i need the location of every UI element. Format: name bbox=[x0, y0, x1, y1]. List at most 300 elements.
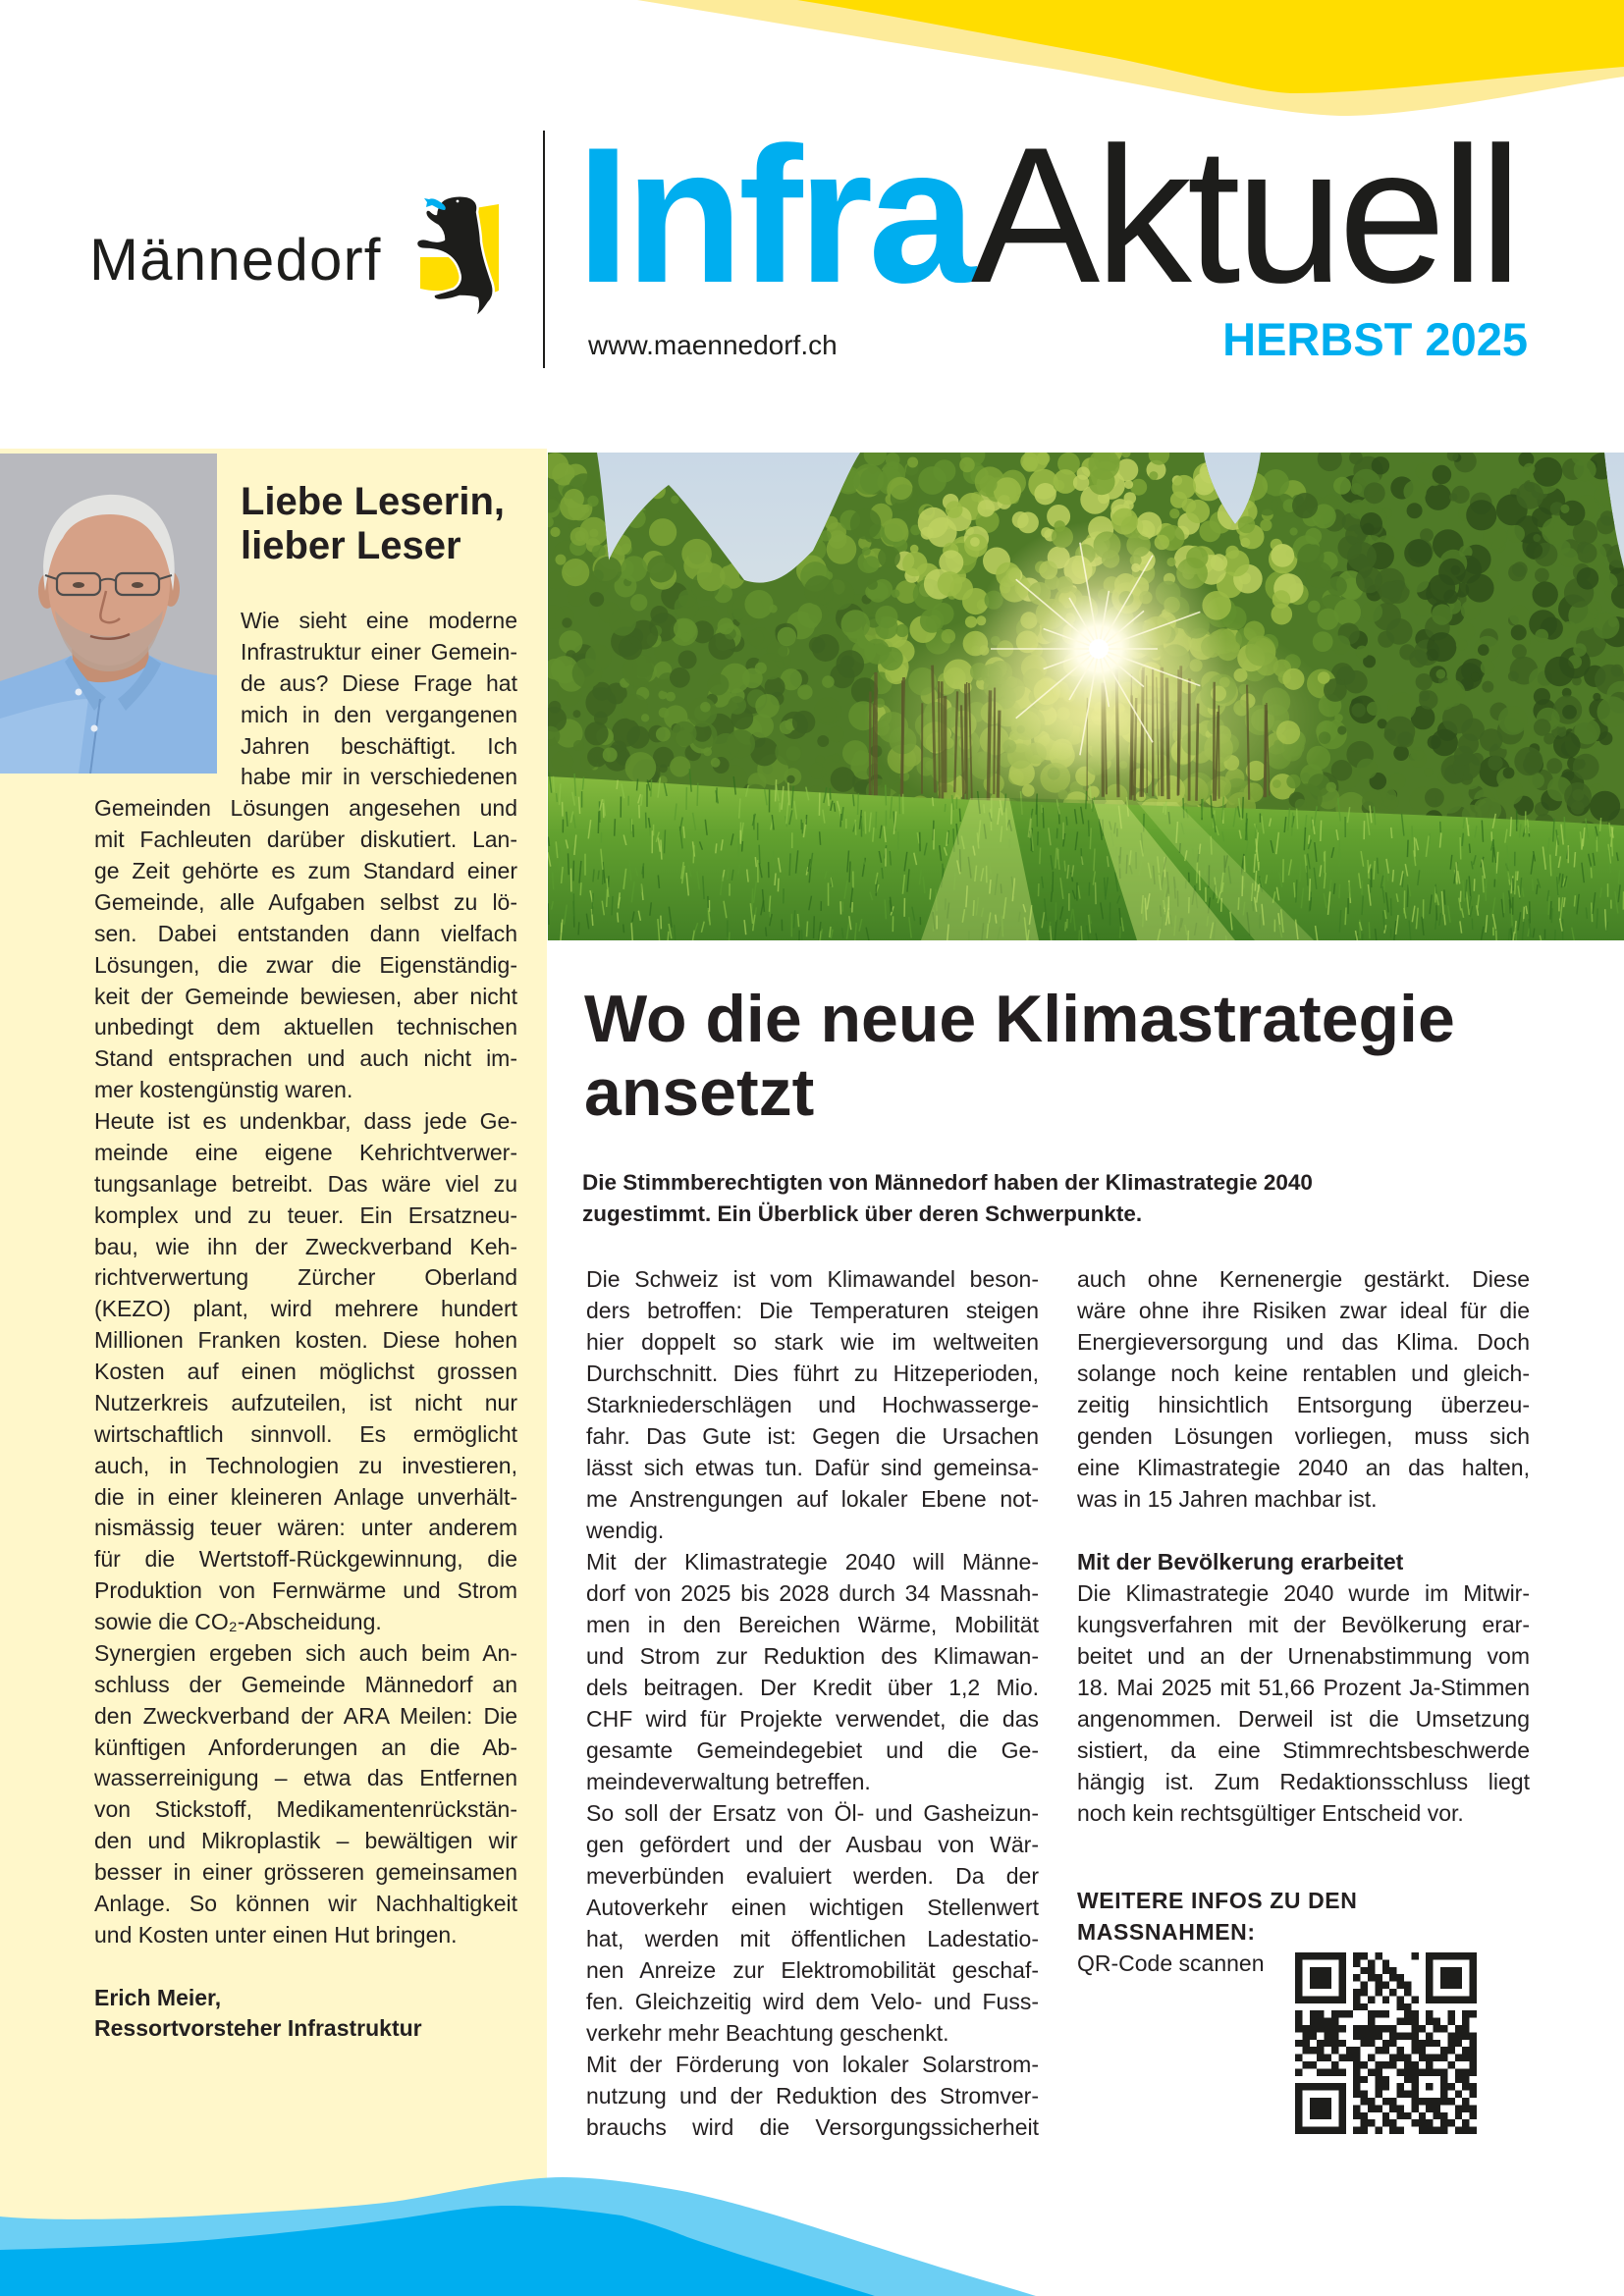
foliage-dot bbox=[1436, 669, 1446, 679]
foliage-dot bbox=[1574, 458, 1597, 481]
text-line bbox=[94, 1106, 517, 1138]
grass-blade bbox=[580, 882, 581, 895]
foliage-dot bbox=[1124, 480, 1133, 489]
foliage-dot bbox=[728, 696, 746, 715]
foliage-dot bbox=[619, 636, 642, 660]
foliage-dot bbox=[1466, 500, 1496, 530]
foliage-dot bbox=[641, 714, 649, 721]
foliage-dot bbox=[589, 592, 604, 607]
foliage-dot bbox=[564, 489, 584, 509]
foliage-dot bbox=[918, 507, 948, 538]
foliage-dot bbox=[1449, 493, 1457, 501]
foliage-dot bbox=[1562, 705, 1577, 720]
foliage-dot bbox=[1347, 542, 1377, 571]
foliage-dot bbox=[712, 733, 739, 761]
foliage-dot bbox=[1534, 688, 1550, 705]
foliage-dot bbox=[1364, 482, 1385, 504]
foliage-dot bbox=[1437, 679, 1465, 707]
foliage-dot bbox=[1351, 483, 1363, 495]
foliage-dot bbox=[1352, 703, 1366, 717]
info-title-text: MASSNAHMEN: bbox=[1077, 1919, 1256, 1945]
foliage-dot bbox=[1577, 567, 1599, 590]
text-line-content: Nutzerkreis aufzuteilen, ist nicht nur bbox=[94, 1389, 517, 1415]
foliage-dot bbox=[1393, 745, 1409, 761]
grass-blade bbox=[615, 819, 616, 836]
foliage-dot bbox=[1451, 565, 1461, 575]
grass-blade bbox=[592, 893, 593, 915]
text-line-content: und Kosten unter einen Hut bringen. bbox=[94, 1921, 458, 1948]
foliage-dot bbox=[670, 667, 690, 688]
text-line-content: wendig. bbox=[586, 1518, 665, 1543]
text-line-content: wirtschaftlich sinnvoll. Es ermöglicht bbox=[94, 1420, 517, 1447]
foliage-dot bbox=[609, 609, 636, 636]
text-line bbox=[94, 1451, 517, 1482]
grass-blade bbox=[1246, 813, 1247, 831]
foliage-dot bbox=[1577, 543, 1597, 563]
text-line-content: zeitig hinsichtlich Entsorgung überzeu- bbox=[1077, 1392, 1530, 1417]
foliage-dot bbox=[678, 651, 697, 669]
text-line-content: dorf von 2025 bis 2028 durch 34 Massnah- bbox=[586, 1580, 1039, 1606]
qr-code-pattern bbox=[1295, 1952, 1477, 2134]
text-line bbox=[94, 1544, 517, 1575]
foliage-dot bbox=[1454, 746, 1474, 766]
foliage-dot bbox=[918, 466, 947, 495]
foliage-dot bbox=[780, 721, 793, 734]
info-title-line bbox=[1077, 1916, 1530, 1948]
text-line bbox=[1077, 1358, 1530, 1389]
foliage-dot bbox=[841, 610, 871, 639]
foliage-dot bbox=[1507, 525, 1525, 543]
text-line bbox=[94, 1357, 517, 1388]
foliage-dot bbox=[1593, 613, 1619, 639]
foliage-dot bbox=[1534, 719, 1551, 736]
foliage-dot bbox=[1535, 568, 1549, 583]
grass-blade bbox=[776, 779, 777, 801]
text-line bbox=[94, 1012, 517, 1043]
text-line bbox=[94, 1482, 517, 1514]
signature-line bbox=[94, 1983, 517, 2014]
foliage-dot bbox=[1427, 632, 1456, 662]
text-line bbox=[94, 1513, 517, 1544]
foliage-dot bbox=[1020, 453, 1039, 471]
grass-blade bbox=[1493, 928, 1494, 935]
editorial-heading-line bbox=[241, 480, 517, 524]
foliage-dot bbox=[1073, 475, 1089, 491]
foliage-dot bbox=[1384, 717, 1415, 747]
foliage-dot bbox=[1511, 624, 1527, 640]
portrait-eye bbox=[132, 582, 143, 588]
text-line bbox=[94, 1826, 517, 1857]
text-line-content: Heute ist es undenkbar, dass jede Ge- bbox=[94, 1108, 517, 1134]
foliage-dot bbox=[1356, 566, 1382, 593]
grass-blade bbox=[819, 793, 820, 816]
grass-blade bbox=[1444, 889, 1445, 904]
text-line bbox=[586, 2017, 1039, 2049]
grass-blade bbox=[1362, 934, 1363, 941]
grass-blade bbox=[639, 805, 640, 819]
header-divider bbox=[543, 131, 545, 368]
foliage-dot bbox=[822, 675, 835, 688]
blank-line bbox=[1077, 1515, 1530, 1546]
grass-blade bbox=[959, 809, 960, 823]
text-line bbox=[586, 1577, 1039, 1609]
text-line bbox=[586, 1860, 1039, 1892]
foliage-dot bbox=[573, 710, 581, 718]
grass-blade bbox=[618, 913, 619, 923]
foliage-dot bbox=[829, 530, 847, 549]
text-line bbox=[1077, 1703, 1530, 1735]
foliage-dot bbox=[649, 681, 658, 690]
text-line-content: Die Schweiz ist vom Klimawandel beson- bbox=[586, 1266, 1039, 1292]
foliage-dot bbox=[755, 663, 767, 674]
text-line-content: meinde eine eigene Kehrichtverwer- bbox=[94, 1139, 517, 1165]
grass-blade bbox=[693, 845, 694, 863]
grass-blade bbox=[1297, 809, 1298, 829]
foliage-dot bbox=[1404, 567, 1429, 592]
grass-blade bbox=[806, 815, 807, 825]
text-line-content: den Zweckverband der ARA Meilen: Die bbox=[94, 1702, 517, 1729]
text-line bbox=[94, 1075, 517, 1106]
text-line bbox=[586, 1954, 1039, 1986]
text-line-content: Energieversorgung und das Klima. Doch bbox=[1077, 1329, 1530, 1355]
foliage-dot bbox=[831, 767, 856, 792]
foliage-dot bbox=[994, 477, 1021, 505]
text-line-content: ge Zeit gehörte es zum Standard einer bbox=[94, 858, 517, 883]
grass-blade bbox=[1407, 884, 1408, 908]
text-line-content: verkehr mehr Beachtung geschenkt. bbox=[586, 2020, 949, 2046]
grass-blade bbox=[1436, 905, 1437, 921]
text-line bbox=[586, 1640, 1039, 1672]
foliage-dot bbox=[1557, 728, 1566, 737]
foliage-dot bbox=[970, 537, 980, 547]
grass-blade bbox=[1548, 896, 1549, 915]
foliage-dot bbox=[649, 518, 677, 546]
grass-blade bbox=[598, 812, 599, 834]
qr-instruction-text: QR-Code scannen bbox=[1077, 1950, 1265, 1976]
foliage-dot bbox=[1149, 471, 1158, 480]
text-line-content: lässt sich etwas tun. Dafür sind gemeinsa- bbox=[586, 1455, 1039, 1480]
signature-text: Ressortvorsteher Infrastruktur bbox=[94, 2015, 422, 2042]
foliage-dot bbox=[1598, 731, 1612, 745]
foliage-dot bbox=[568, 588, 586, 607]
text-line-content: den und Mikroplastik – bewältigen wir bbox=[94, 1828, 517, 1854]
text-line bbox=[586, 1452, 1039, 1483]
foliage-dot bbox=[622, 556, 648, 582]
foliage-dot bbox=[812, 634, 839, 662]
foliage-dot bbox=[1526, 482, 1535, 491]
text-line-content: von Stickstoff, Medikamentenrückstän- bbox=[94, 1796, 517, 1823]
text-line bbox=[94, 1294, 517, 1325]
foliage-dot bbox=[687, 697, 717, 726]
foliage-dot bbox=[1478, 644, 1489, 656]
foliage-dot bbox=[1432, 604, 1452, 624]
foliage-dot bbox=[1170, 492, 1187, 508]
foliage-dot bbox=[1169, 508, 1179, 518]
grass-blade bbox=[1533, 879, 1534, 890]
text-line-content: meverbünden evaluiert werden. Da der bbox=[586, 1863, 1039, 1889]
foliage-dot bbox=[1533, 534, 1541, 542]
text-line-content: Mit der Förderung von lokaler Solarstrom- bbox=[586, 2052, 1039, 2077]
text-line bbox=[94, 1169, 517, 1201]
foliage-dot bbox=[1344, 670, 1368, 694]
text-line-content: 18. Mai 2025 mit 51,66 Prozent Ja-Stimmen bbox=[1077, 1675, 1530, 1700]
foliage-dot bbox=[718, 617, 734, 634]
tree-trunk bbox=[870, 692, 871, 803]
title-rest: Aktuell bbox=[970, 107, 1518, 323]
text-line-content: Gemeinden Lösungen angesehen und bbox=[94, 795, 517, 822]
text-line bbox=[94, 950, 517, 982]
foliage-dot bbox=[584, 721, 608, 745]
grass-blade bbox=[1469, 844, 1470, 854]
text-line-content: Mit der Klimastrategie 2040 will Männe- bbox=[586, 1549, 1039, 1575]
subheading-text: Mit der Bevölkerung erarbeitet bbox=[1077, 1549, 1404, 1575]
foliage-dot bbox=[1598, 654, 1606, 662]
text-line-content: Durchschnitt. Dies führt zu Hitzeperioden, bbox=[586, 1361, 1039, 1386]
foliage-dot bbox=[907, 457, 918, 468]
info-title-line bbox=[1077, 1885, 1530, 1916]
text-line bbox=[1077, 1577, 1530, 1609]
grass-blade bbox=[820, 831, 821, 845]
text-line bbox=[1077, 1766, 1530, 1797]
foliage-dot bbox=[680, 632, 690, 642]
grass-blade bbox=[1496, 931, 1497, 940]
text-line-content: Millionen Franken kosten. Diese hohen bbox=[94, 1327, 517, 1354]
foliage-dot bbox=[885, 518, 908, 542]
text-line-content: nutzung und der Reduktion des Stromver- bbox=[586, 2083, 1039, 2109]
text-line bbox=[586, 1420, 1039, 1452]
text-line bbox=[586, 1326, 1039, 1358]
text-line bbox=[586, 1672, 1039, 1703]
headline-line bbox=[584, 983, 1468, 1056]
foliage-dot bbox=[1508, 671, 1519, 682]
grass-blade bbox=[554, 776, 555, 793]
text-line-content: hängig ist. Zum Redaktionsschluss liegt bbox=[1077, 1769, 1530, 1794]
foliage-dot bbox=[656, 727, 671, 742]
lead-text: Die Stimmberechtigten von Männedorf haben der Klimastrategie 2040 bbox=[582, 1170, 1313, 1195]
grass-blade bbox=[661, 840, 662, 860]
text-line-content: fahr. Das Gute ist: Gegen die Ursachen bbox=[586, 1423, 1039, 1449]
grass-blade bbox=[742, 841, 743, 852]
text-line bbox=[1077, 1452, 1530, 1483]
foliage-dot bbox=[1514, 747, 1543, 775]
foliage-dot bbox=[902, 552, 927, 576]
foliage-dot bbox=[1424, 768, 1433, 776]
foliage-dot bbox=[647, 556, 675, 583]
foliage-dot bbox=[862, 547, 871, 556]
foliage-dot bbox=[875, 606, 897, 628]
grass-blade bbox=[1369, 922, 1370, 938]
text-line bbox=[1077, 1797, 1530, 1829]
text-line bbox=[241, 668, 517, 700]
text-line-content: So soll der Ersatz von Öl- und Gasheizun- bbox=[586, 1800, 1039, 1826]
foliage-dot bbox=[1509, 606, 1530, 626]
photo-sun-core bbox=[1089, 639, 1109, 659]
text-line bbox=[241, 762, 517, 793]
grass-blade bbox=[876, 812, 877, 828]
foliage-dot bbox=[1317, 609, 1338, 630]
foliage-dot bbox=[626, 726, 649, 749]
article-column-1 bbox=[586, 1263, 1039, 2143]
foliage-dot bbox=[959, 457, 975, 473]
lead-line bbox=[582, 1167, 1397, 1199]
foliage-dot bbox=[1326, 782, 1336, 793]
foliage-dot bbox=[1380, 581, 1402, 604]
grass-blade bbox=[752, 888, 753, 910]
newsletter-title bbox=[576, 107, 1518, 323]
foliage-dot bbox=[863, 556, 880, 572]
grass-blade bbox=[1460, 837, 1461, 860]
text-line-content: kungsverfahren mit der Bevölkerung erar- bbox=[1077, 1612, 1530, 1637]
text-line bbox=[1077, 1735, 1530, 1766]
text-line bbox=[94, 1920, 517, 1951]
website-link[interactable]: www.maennedorf.ch bbox=[588, 330, 838, 360]
text-line-content: sen. Dabei entstanden dann vielfach bbox=[94, 920, 517, 946]
foliage-dot bbox=[1433, 465, 1452, 485]
foliage-dot bbox=[850, 508, 882, 540]
foliage-dot bbox=[1524, 463, 1536, 475]
foliage-dot bbox=[573, 740, 584, 751]
grass-blade bbox=[814, 916, 815, 938]
foliage-dot bbox=[623, 656, 653, 686]
text-line-content: Stand entsprachen und auch nicht im- bbox=[94, 1045, 517, 1072]
text-line-content: mich in den vergangenen bbox=[241, 701, 517, 727]
qr-code bbox=[1295, 1952, 1477, 2134]
grass-blade bbox=[646, 813, 647, 828]
foliage-dot bbox=[817, 735, 829, 747]
edition-label: HERBST 2025 bbox=[1222, 313, 1528, 365]
foliage-dot bbox=[1374, 791, 1391, 809]
text-line-content: sowie die CO₂-Abscheidung. bbox=[94, 1609, 382, 1634]
text-line bbox=[94, 1857, 517, 1889]
foliage-dot bbox=[1481, 661, 1494, 674]
grass-blade bbox=[630, 819, 631, 834]
foliage-dot bbox=[711, 758, 721, 768]
foliage-dot bbox=[1034, 483, 1056, 505]
foliage-dot bbox=[1386, 618, 1413, 645]
grass-blade bbox=[633, 825, 634, 837]
foliage-dot bbox=[603, 747, 618, 762]
text-line bbox=[586, 1703, 1039, 1735]
foliage-dot bbox=[671, 496, 679, 505]
foliage-dot bbox=[1416, 463, 1433, 480]
foliage-dot bbox=[630, 594, 647, 611]
editorial-heading bbox=[241, 480, 517, 568]
foliage-dot bbox=[1512, 644, 1527, 659]
article-column-2 bbox=[1077, 1263, 1530, 1829]
grass-blade bbox=[1292, 813, 1293, 836]
text-line-content: schluss der Gemeinde Männedorf an bbox=[94, 1671, 517, 1697]
lead-text: zugestimmt. Ein Überblick über deren Schwerpunkte. bbox=[582, 1201, 1143, 1226]
foliage-dot bbox=[1571, 801, 1585, 815]
grass-blade bbox=[759, 845, 760, 865]
editorial-heading-text: lieber Leser bbox=[241, 524, 461, 567]
grass-blade bbox=[830, 788, 831, 800]
foliage-dot bbox=[867, 579, 878, 590]
text-line bbox=[94, 1701, 517, 1733]
text-line bbox=[1077, 1640, 1530, 1672]
text-line bbox=[586, 2080, 1039, 2111]
foliage-dot bbox=[1419, 690, 1437, 709]
foliage-dot bbox=[1411, 747, 1424, 760]
hero-photo bbox=[548, 453, 1624, 940]
foliage-dot bbox=[829, 726, 844, 742]
grass-blade bbox=[568, 853, 569, 875]
grass-blade bbox=[886, 785, 887, 806]
text-line-content: Anlage. So können wir Nachhaltigkeit bbox=[94, 1890, 517, 1916]
text-line bbox=[241, 606, 517, 637]
foliage-dot bbox=[1503, 768, 1515, 779]
grass-blade bbox=[775, 874, 776, 886]
text-line bbox=[1077, 1672, 1530, 1703]
foliage-dot bbox=[815, 755, 825, 765]
grass-blade bbox=[1555, 930, 1556, 940]
text-line bbox=[94, 1638, 517, 1670]
grass-blade bbox=[1492, 847, 1493, 862]
foliage-dot bbox=[1573, 643, 1587, 657]
foliage-dot bbox=[1458, 623, 1476, 641]
text-line-content: besser in einer grösseren gemeinsamen bbox=[94, 1859, 517, 1885]
grass-blade bbox=[661, 916, 662, 930]
title-highlight: Infra bbox=[576, 107, 971, 323]
foliage-dot bbox=[1356, 646, 1369, 659]
foliage-dot bbox=[1542, 517, 1569, 545]
municipality-wordmark: Männedorf bbox=[89, 227, 382, 293]
text-line bbox=[586, 1923, 1039, 1954]
text-line bbox=[94, 1419, 517, 1451]
foliage-dot bbox=[1331, 760, 1353, 781]
foliage-dot bbox=[1407, 503, 1423, 518]
grass-blade bbox=[858, 793, 859, 815]
text-line bbox=[241, 731, 517, 763]
text-line bbox=[241, 637, 517, 668]
text-line bbox=[94, 1889, 517, 1920]
foliage-dot bbox=[786, 775, 794, 783]
grass-blade bbox=[801, 930, 802, 940]
text-line-content: nen Anreize zur Elektromobilität geschaf- bbox=[586, 1957, 1039, 1983]
text-line bbox=[1077, 1420, 1530, 1452]
text-line-content: komplex und zu teuer. Ein Ersatzneu- bbox=[94, 1201, 517, 1228]
headline-text: ansetzt bbox=[584, 1055, 815, 1130]
foliage-dot bbox=[556, 555, 567, 565]
grass-blade bbox=[1310, 879, 1311, 900]
foliage-dot bbox=[1431, 729, 1458, 757]
foliage-dot bbox=[1357, 759, 1378, 779]
text-line bbox=[586, 1389, 1039, 1420]
grass-blade bbox=[840, 814, 841, 828]
text-line bbox=[94, 1201, 517, 1232]
foliage-dot bbox=[1404, 539, 1432, 566]
grass-blade bbox=[548, 903, 549, 925]
otter-coat-of-arms-icon bbox=[414, 194, 499, 317]
grass-blade bbox=[778, 879, 779, 892]
text-line-content: auch, in Technologien zu investieren, bbox=[94, 1452, 517, 1478]
grass-blade bbox=[1440, 822, 1441, 832]
text-line-content: men in den Bereichen Wärme, Mobilität bbox=[586, 1612, 1039, 1637]
text-line-content: Produktion von Fernwärme und Strom bbox=[94, 1577, 517, 1604]
foliage-dot bbox=[681, 539, 712, 569]
text-line bbox=[1077, 1609, 1530, 1640]
text-line-content: Wie sieht eine moderne bbox=[241, 608, 517, 633]
text-line-content: noch kein rechtsgültiger Entscheid vor. bbox=[1077, 1800, 1464, 1826]
foliage-dot bbox=[853, 464, 884, 495]
text-line bbox=[94, 1325, 517, 1357]
grass-blade bbox=[1309, 835, 1310, 844]
grass-blade bbox=[855, 820, 856, 835]
grass-blade bbox=[1391, 898, 1392, 916]
foliage-dot bbox=[1186, 500, 1210, 523]
text-line-content: Infrastruktur einer Gemein- bbox=[241, 638, 517, 665]
foliage-dot bbox=[1199, 520, 1220, 542]
